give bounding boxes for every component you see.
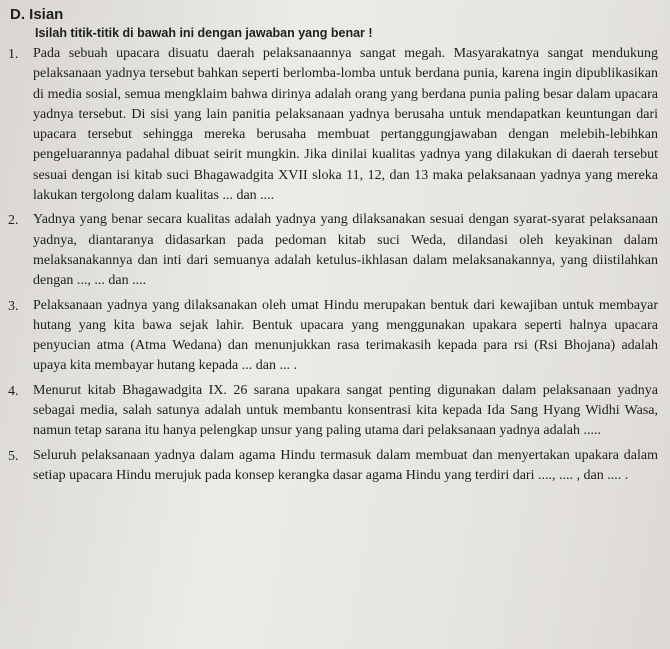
question-item <box>8 296 658 377</box>
question-text: Pelaksanaan yadnya yang dilaksanakan oleh umat Hindu merupakan bentuk dari kewajiban untuk membayar hutang yang kita bawa sejak lahir. Bentuk upacara yang menggunakan upakara seperti halnya upacara penyucian atma (Atma Wedana) dan menunjukkan rasa terimakasih kepada para rsi (Rsi Bhojana) adalah upaya kita membayar hutang kepada ... dan ... . <box>33 297 658 374</box>
question-number: 1. <box>8 47 19 62</box>
question-text: Yadnya yang benar secara kualitas adalah yadnya yang dilaksanakan sesuai dengan syarat-syarat pelaksanaan yadnya, diantaranya didasarkan pada pedoman kitab suci Weda, dilandasi oleh keyakinan dalam melaksanakannya dan inti dari semuanya adalah ketulus-ikhlasan dalam melaksanakannya, yang diistilahkan dengan ..., ... dan .... <box>33 212 658 289</box>
question-number: 2. <box>8 213 19 229</box>
section-title: D. Isian <box>10 6 64 23</box>
question-item <box>8 381 658 442</box>
question-text: Seluruh pelaksanaan yadnya dalam agama Hindu termasuk dalam membuat dan menyertakan upakara dalam setiap upacara Hindu merujuk pada konsep kerangka dasar agama Hindu yang terdiri dari ...., .... , dan .... . <box>33 447 658 483</box>
question-number: 3. <box>8 298 19 314</box>
question-list <box>8 44 658 486</box>
question-item <box>8 44 658 206</box>
question-text: Menurut kitab Bhagawadgita IX. 26 sarana upakara sangat penting digunakan dalam pelaksanaan yadnya sebagai media, salah satunya adalah untuk membantu konsentrasi kita kepada Ida Sang Hyang Widhi Wasa, namun tetap sarana itu hanya pelengkap unsur yang paling utama dari pelaksanaan yadnya adalah ..... <box>33 382 658 439</box>
question-number: 4. <box>8 383 19 399</box>
section-instruction: Isilah titik-titik di bawah ini dengan jawaban yang benar ! <box>35 26 373 40</box>
question-item <box>8 210 658 291</box>
question-text: Pada sebuah upacara disuatu daerah pelaksanaannya sangat megah. Masyarakatnya sangat mendukung pelaksanaan yadnya tersebut bahkan seperti berlomba-lomba untuk berdana punia, karena ingin dipublikasikan di media sosial, semua mengklaim bahwa dirinya adalah orang yang berdana punia paling besar dalam upacara yadnya tersebut. Di sisi yang lain panitia pelaksanaan yadnya berusaha untuk mendapatkan keuntungan dari upacara tersebut sehingga mereka berusaha membuat pertanggungjawaban dengan melebih-lebihkan pengeluarannya padahal dibuat seirit mungkin. Jika dinilai kualitas yadnya yang dilakukan di daerah tersebut sesuai dengan isi kitab suci Bhagawadgita XVII sloka 11, 12, dan 13 maka pelaksanaan yadnya yang mereka lakukan tergolong dalam kualitas ... dan .... <box>33 46 658 204</box>
question-number: 5. <box>8 448 19 464</box>
question-item <box>8 446 658 487</box>
